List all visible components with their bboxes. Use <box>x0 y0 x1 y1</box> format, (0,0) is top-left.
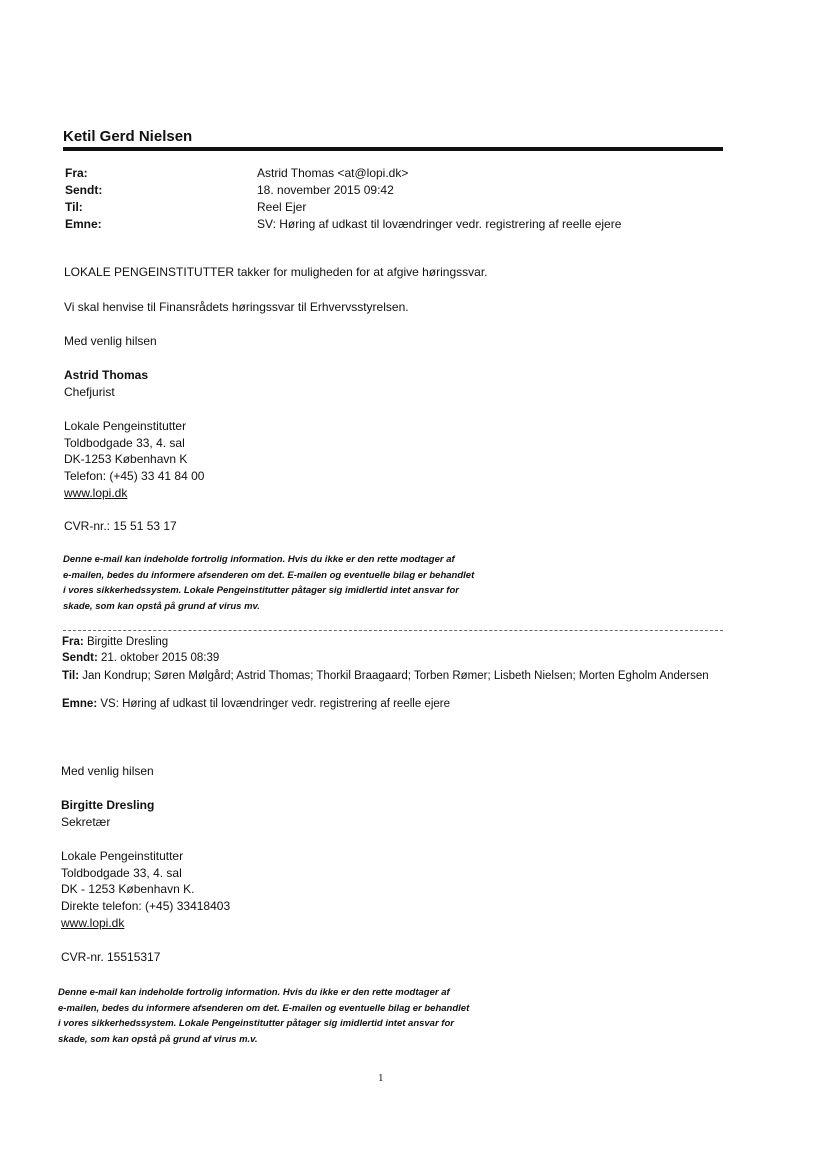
fwd-closing: Med venlig hilsen <box>61 764 154 778</box>
page-number: 1 <box>378 1072 384 1084</box>
disclaimer <box>63 552 474 614</box>
fwd-til <box>62 669 722 684</box>
fwd-til-label: Til: <box>62 670 80 682</box>
header-label-sendt: Sendt: <box>65 183 103 197</box>
separator-rule <box>63 630 723 631</box>
fwd-fra-value: Birgitte Dresling <box>86 636 169 648</box>
fwd-disclaimer-line: skade, som kan opstå på grund af virus m.v. <box>58 1033 258 1045</box>
cvr-number: CVR-nr.: 15 51 53 17 <box>64 519 177 533</box>
fwd-disclaimer-line: i vores sikkerhedssystem. Lokale Pengeinstitutter påtager sig imidlertid intet ansvar for <box>58 1018 454 1029</box>
header-label-emne: Emne: <box>65 217 102 231</box>
disclaimer-line: Denne e-mail kan indeholde fortrolig information. Hvis du ikke er den rette modtager af <box>63 554 455 565</box>
header-label-fra: Fra: <box>65 166 88 180</box>
fwd-address-line-1: Toldbodgade 33, 4. sal <box>61 866 182 880</box>
disclaimer-line: i vores sikkerhedssystem. Lokale Pengeinstitutter påtager sig imidlertid intet ansvar for <box>63 585 459 596</box>
fwd-emne-value: VS: Høring af udkast til lovændringer vedr. registrering af reelle ejere <box>100 698 450 710</box>
header-value-emne: SV: Høring af udkast til lovændringer vedr. registrering af reelle ejere <box>257 217 622 231</box>
fwd-org-name: Lokale Pengeinstitutter <box>61 849 184 863</box>
fwd-emne <box>62 698 450 710</box>
disclaimer-line: skade, som kan opstå på grund af virus mv. <box>63 600 260 612</box>
fwd-disclaimer-line: Denne e-mail kan indeholde fortrolig information. Hvis du ikke er den rette modtager af <box>58 987 450 998</box>
fwd-til-value: Jan Kondrup; Søren Mølgård; Astrid Thomas; Thorkil Braagaard; Torben Rømer; Lisbeth Nielsen; Morten Egholm Andersen <box>82 670 709 682</box>
fwd-sendt-label: Sendt: <box>62 652 98 664</box>
fwd-sendt-value: 21. oktober 2015 08:39 <box>100 652 220 664</box>
disclaimer-line: e-mailen, bedes du informere afsenderen om det. E-mailen og eventuelle bilag er behandlet <box>63 569 475 581</box>
address-line-2: DK-1253 København K <box>64 452 188 466</box>
website-link[interactable]: www.lopi.dk <box>64 486 128 500</box>
fwd-phone: Direkte telefon: (+45) 33418403 <box>61 899 231 913</box>
signature-title: Chefjurist <box>64 385 115 399</box>
fwd-address-line-2: DK - 1253 København K. <box>61 882 195 896</box>
fwd-emne-label: Emne: <box>62 698 98 710</box>
fwd-signature-title: Sekretær <box>61 815 111 829</box>
body-paragraph-2: Vi skal henvise til Finansrådets høringssvar til Erhvervsstyrelsen. <box>64 300 409 314</box>
header-label-til: Til: <box>65 200 83 214</box>
closing: Med venlig hilsen <box>64 334 157 348</box>
fwd-website-link[interactable]: www.lopi.dk <box>61 916 125 930</box>
address-line-1: Toldbodgade 33, 4. sal <box>64 436 185 450</box>
title-rule <box>63 147 723 151</box>
header-value-fra: Astrid Thomas <at@lopi.dk> <box>257 166 409 180</box>
header-value-til: Reel Ejer <box>257 200 307 214</box>
body-paragraph-1: LOKALE PENGEINSTITUTTER takker for muligheden for at afgive høringssvar. <box>64 265 488 279</box>
document-title: Ketil Gerd Nielsen <box>63 128 193 145</box>
phone: Telefon: (+45) 33 41 84 00 <box>64 469 205 483</box>
header-value-sendt: 18. november 2015 09:42 <box>257 183 394 197</box>
fwd-sendt <box>62 652 219 664</box>
fwd-fra <box>62 636 168 648</box>
fwd-disclaimer-line: e-mailen, bedes du informere afsenderen om det. E-mailen og eventuelle bilag er behandlet <box>58 1002 470 1014</box>
fwd-signature-name: Birgitte Dresling <box>61 798 155 812</box>
fwd-disclaimer <box>58 985 469 1047</box>
signature-name: Astrid Thomas <box>64 368 149 382</box>
fwd-fra-label: Fra: <box>62 636 84 648</box>
fwd-cvr-number: CVR-nr. 15515317 <box>61 950 161 964</box>
org-name: Lokale Pengeinstitutter <box>64 419 187 433</box>
